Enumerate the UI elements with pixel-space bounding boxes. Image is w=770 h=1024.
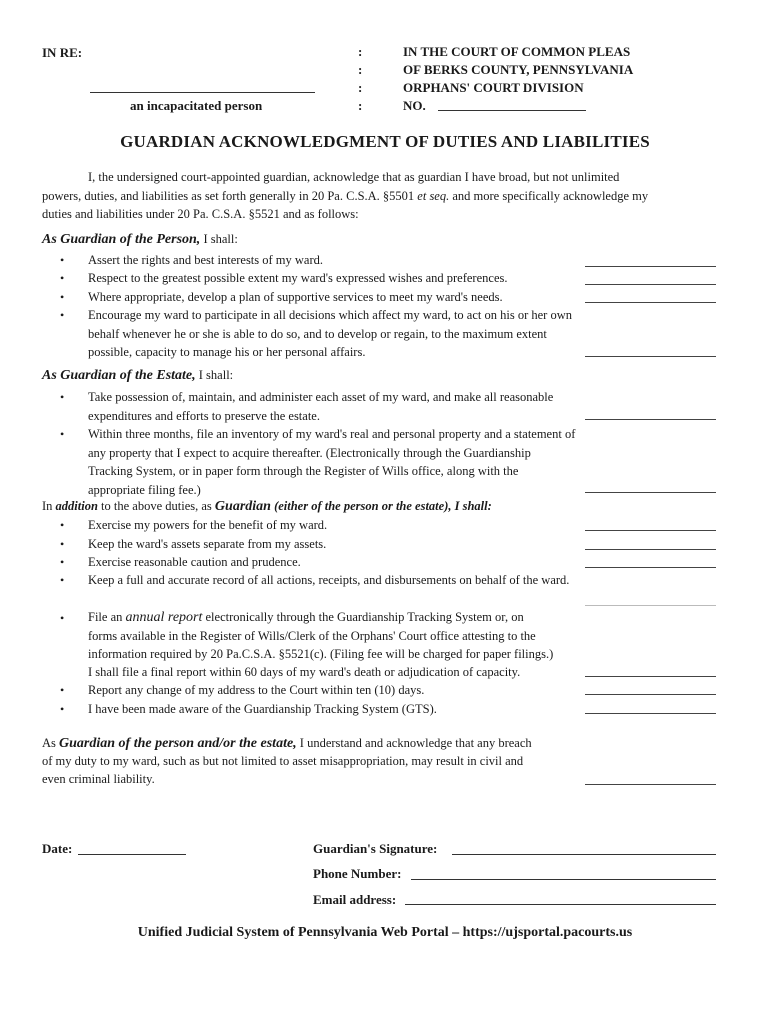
initial-line[interactable] xyxy=(585,605,716,606)
phone-field[interactable] xyxy=(411,879,716,880)
email-field[interactable] xyxy=(405,904,716,905)
bullet: • xyxy=(60,390,65,404)
date-label: Date: xyxy=(42,841,73,856)
caption-colon: : xyxy=(358,62,363,77)
addition-item-6: Report any change of my address to the Court within ten (10) days. xyxy=(88,683,425,697)
estate-heading: As Guardian of the Estate, I shall: xyxy=(42,368,234,383)
annual-report-line-3: information required by 20 Pa.C.S.A. §5521(c). (Filing fee will be charged for paper filings.) xyxy=(88,647,554,661)
party-name-line[interactable] xyxy=(90,92,315,93)
bullet: • xyxy=(60,253,65,267)
bullet: • xyxy=(60,290,65,304)
addition-item-1: Exercise my powers for the benefit of my ward. xyxy=(88,518,328,532)
addition-heading: In addition to the above duties, as Guardian (either of the person or the estate), I shall: xyxy=(42,499,492,514)
initial-line[interactable] xyxy=(585,302,716,303)
date-field[interactable] xyxy=(78,854,186,855)
case-number-label: NO. xyxy=(403,98,426,113)
initial-line[interactable] xyxy=(585,784,716,785)
initial-line[interactable] xyxy=(585,567,716,568)
person-item-3: Where appropriate, develop a plan of supportive services to meet my ward's needs. xyxy=(88,290,503,304)
footer-portal-text: Unified Judicial System of Pennsylvania Web Portal – https://ujsportal.pacourts.us xyxy=(137,925,633,940)
guardian-signature-field[interactable] xyxy=(452,854,716,855)
initial-line[interactable] xyxy=(585,694,716,695)
initial-line[interactable] xyxy=(585,492,716,493)
phone-label: Phone Number: xyxy=(313,866,402,881)
court-line-2: OF BERKS COUNTY, PENNSYLVANIA xyxy=(403,62,634,77)
initial-line[interactable] xyxy=(585,713,716,714)
initial-line[interactable] xyxy=(585,284,716,285)
guardian-signature-label: Guardian's Signature: xyxy=(313,841,438,856)
intro-line-3: duties and liabilities under 20 Pa. C.S.A. §5521 and as follows: xyxy=(42,207,359,221)
in-re-label: IN RE: xyxy=(42,45,83,60)
bullet: • xyxy=(60,518,65,532)
caption-colon: : xyxy=(358,44,363,59)
bullet: • xyxy=(60,308,65,322)
initial-line[interactable] xyxy=(585,530,716,531)
liability-line-2: of my duty to my ward, such as but not limited to asset misappropriation, may result in civil and xyxy=(42,754,524,768)
addition-item-4: Keep a full and accurate record of all actions, receipts, and disbursements on behalf of the ward. xyxy=(88,573,570,587)
document-title: GUARDIAN ACKNOWLEDGMENT OF DUTIES AND LIABILITIES xyxy=(120,132,650,151)
initial-line[interactable] xyxy=(585,676,716,677)
addition-item-7: I have been made aware of the Guardianship Tracking System (GTS). xyxy=(88,702,437,716)
bullet: • xyxy=(60,555,65,569)
court-line-3: ORPHANS' COURT DIVISION xyxy=(403,80,584,95)
incapacitated-label: an incapacitated person xyxy=(130,98,263,113)
initial-line[interactable] xyxy=(585,549,716,550)
bullet: • xyxy=(60,537,65,551)
liability-line-3: even criminal liability. xyxy=(42,772,155,786)
addition-item-2: Keep the ward's assets separate from my assets. xyxy=(88,537,327,551)
person-item-2: Respect to the greatest possible extent my ward's expressed wishes and preferences. xyxy=(88,271,508,285)
bullet: • xyxy=(60,683,65,697)
case-number-line[interactable] xyxy=(438,110,586,111)
person-item-4: Encourage my ward to participate in all decisions which affect my ward, to act on his or her own behalf whenever he or she is able to do so, and to develop or regain, to the maximum extent possible, capacity to manage his or her personal affairs. xyxy=(88,308,572,359)
estate-item-1: Take possession of, maintain, and administer each asset of my ward, and make all reasonable expenditures and efforts to preserve the estate. xyxy=(88,390,554,423)
bullet: • xyxy=(60,702,65,716)
liability-line-1: As Guardian of the person and/or the estate, I understand and acknowledge that any breach xyxy=(42,736,532,751)
person-heading: As Guardian of the Person, I shall: xyxy=(42,232,238,247)
annual-report-line-4: I shall file a final report within 60 days of my ward's death or adjudication of capacity. xyxy=(88,665,521,679)
bullet: • xyxy=(60,573,65,587)
estate-item-2: Within three months, file an inventory of my ward's real and personal property and a statement of any property that I expect to acquire thereafter. (Electronically through the Guardianship Tracking System, or in paper form through the Register of Wills office, along with the appropriate filing fee.) xyxy=(88,427,576,497)
person-item-1: Assert the rights and best interests of my ward. xyxy=(88,253,324,267)
initial-line[interactable] xyxy=(585,356,716,357)
intro-line-2: powers, duties, and liabilities as set forth generally in 20 Pa. C.S.A. §5501 et seq. and more specifically acknowledge my xyxy=(42,189,649,203)
email-label: Email address: xyxy=(313,892,397,907)
annual-report-line-2: forms available in the Register of Wills/Clerk of the Orphans' Court office attesting to the xyxy=(88,629,536,643)
addition-item-3: Exercise reasonable caution and prudence. xyxy=(88,555,301,569)
bullet: • xyxy=(60,611,65,625)
initial-line[interactable] xyxy=(585,419,716,420)
court-line-1: IN THE COURT OF COMMON PLEAS xyxy=(403,44,631,59)
intro-line-1: I, the undersigned court-appointed guardian, acknowledge that as guardian I have broad, but not unlimited xyxy=(88,170,620,184)
initial-line[interactable] xyxy=(585,266,716,267)
bullet: • xyxy=(60,427,65,441)
annual-report-line-1: File an annual report electronically through the Guardianship Tracking System or, on xyxy=(88,610,524,625)
caption-colon: : xyxy=(358,80,363,95)
bullet: • xyxy=(60,271,65,285)
caption-colon: : xyxy=(358,98,363,113)
